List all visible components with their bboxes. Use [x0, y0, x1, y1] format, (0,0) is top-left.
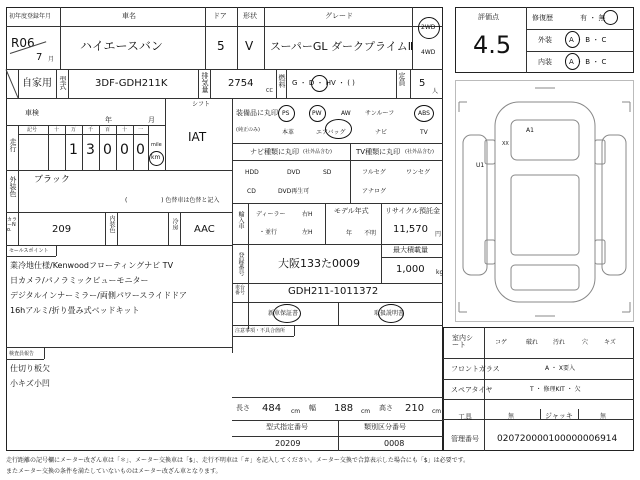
tv-oneseg: ワンセグ [406, 169, 431, 176]
person-unit: 人 [432, 88, 439, 95]
mileage-col-100k: 十 [54, 127, 60, 133]
height-label: 高さ [379, 404, 393, 412]
car-name: ハイエースバン [80, 39, 163, 53]
reg-month: 7 [36, 52, 43, 63]
max-load-value: 1,000 [396, 264, 425, 275]
fuel-options: G ・ D ・ HV ・ ( ) [292, 79, 355, 87]
tv-title: TV種類に丸印 [356, 148, 401, 156]
navi-dvd: DVD [287, 169, 301, 176]
width-unit: cm [361, 408, 371, 415]
equip-leather: 本革 [282, 129, 295, 136]
mileage-unit-km: km [151, 154, 161, 161]
manual-label: 取扱説明書 [374, 310, 405, 317]
sales-point-1: 業冷地仕様/Kenwoodフローティングナビ TV [10, 261, 174, 270]
inspection-year-unit: 年 [105, 116, 112, 124]
sheet-burn: コゲ [495, 339, 508, 346]
first-reg-label: 初年度登録年月 [9, 13, 52, 20]
equip-aw: AW [341, 110, 351, 117]
cc-unit: CC [266, 88, 273, 94]
mileage-col-10: 十 [122, 127, 128, 133]
mileage-col-1k: 千 [88, 127, 94, 133]
interior-grades: A ・ B ・ C [569, 58, 607, 66]
spare-value: T ・ 修理KIT ・ 欠 [530, 386, 581, 393]
chassis-label: 車台番号 [235, 285, 246, 296]
length-label: 長さ [236, 404, 250, 412]
management-label: 管理番号 [451, 435, 479, 443]
type-cert-value: 20209 [275, 439, 301, 448]
width-label: 幅 [309, 404, 316, 412]
navi-cd: CD [247, 188, 256, 195]
mileage-digit-3: 0 [103, 142, 112, 158]
import-right: 右H [302, 211, 313, 218]
mileage-digit-5: 0 [136, 142, 145, 158]
equip-navi: ナビ [375, 129, 388, 136]
interior-sheet-label: 室内シート [452, 334, 473, 349]
score-value: 4.5 [473, 31, 512, 59]
vehicle-outline [455, 80, 634, 322]
recycle-label: リサイクル預託金 [385, 207, 441, 215]
length-unit: cm [291, 408, 301, 415]
displacement-label: 排気量 [201, 72, 209, 93]
sales-point-4: 16hアルミ/折り畳み式ベッドキット [10, 306, 140, 315]
navi-hdd: HDD [245, 169, 259, 176]
repair-label: 修復歴 [532, 14, 553, 22]
color-no-value: 209 [52, 224, 72, 235]
length-value: 484 [262, 403, 282, 414]
equip-pw: PW [312, 110, 322, 117]
sheet-hole: 穴 [582, 339, 589, 346]
max-load-label: 最大積載量 [393, 246, 428, 254]
equipment-subtitle: (純正のみ) [236, 127, 260, 133]
interior-grade-circle [565, 53, 580, 70]
registration-label: 登録番号 [237, 252, 244, 276]
mileage-col-1: 一 [138, 127, 144, 133]
interior-grade-label: 内装 [538, 58, 552, 66]
model-year-unknown: 不明 [364, 230, 377, 237]
width-value: 188 [334, 403, 354, 414]
management-value: 020720000100000006914 [497, 434, 618, 444]
mileage-col-code: 記号 [27, 127, 38, 133]
inspection-title: 車検 [25, 109, 39, 117]
height-value: 210 [405, 403, 425, 414]
drive-4wd: 4WD [421, 49, 436, 56]
equip-airbag: エアバッグ [316, 129, 346, 136]
mileage-digit-2: 3 [86, 142, 95, 158]
equip-ps: PS [282, 110, 290, 117]
equip-sunroof: サンルーフ [365, 110, 395, 117]
inspector-note-2: 小キズ小凹 [10, 379, 50, 388]
capacity-value: 5 [419, 78, 426, 89]
shift-label: シフト [192, 101, 211, 108]
sales-point-2: 日カメラ/パノラミックビューモニター [10, 276, 149, 285]
capacity-label: 定員 [398, 72, 406, 86]
model-year-label: モデル年式 [334, 207, 369, 215]
import-left: 左H [302, 229, 313, 236]
score-label: 評価点 [478, 13, 499, 21]
diagram-u1: U1 [476, 162, 485, 169]
exterior-color-value: ブラック [34, 175, 70, 185]
shape-label: 形状 [243, 12, 257, 20]
mileage-label: 走行 [9, 138, 17, 152]
repair-options: 有 ・ 無 [580, 14, 606, 22]
main-form [6, 7, 443, 451]
sales-point-3: デジタルインナーミラー/両側パワースライドドア [10, 291, 187, 300]
equip-tv: TV [420, 129, 428, 136]
import-parallel: ・並行 [259, 229, 278, 236]
model-year-unit: 年 [346, 230, 353, 237]
model-value: 3DF-GDH211K [95, 78, 168, 89]
warranty-label: 新車保証書 [268, 310, 299, 317]
tools-value: 無 [508, 413, 515, 420]
navi-dvd-play: DVD再生可 [278, 188, 310, 195]
class-label: 類別区分番号 [364, 423, 406, 431]
tv-analog: アナログ [362, 188, 387, 195]
fuel-circle [311, 75, 328, 92]
windshield-label: フロントガラス [451, 365, 500, 373]
sheet-tear: 破れ [526, 339, 539, 346]
sheet-dirt: 汚れ [553, 339, 566, 346]
exterior-grade-circle [565, 31, 580, 48]
attention-label: 注意事項・不具合箇所 [235, 328, 286, 334]
sales-points-label: セールスポイント [9, 248, 49, 254]
footer-note-1: 走行距離の記号欄にメーター改ざん車は「＊」、メーター交換車は「$」、走行不明車は「＃」を記入してください。メーター交換で合算表示した場合にも「$」は必要です。 [6, 457, 470, 464]
tv-fullseg: フルセグ [362, 169, 386, 176]
diagram-a1: A1 [526, 127, 534, 134]
import-dealer: ディーラー [256, 211, 286, 218]
inspector-note-1: 仕切り板欠 [10, 364, 50, 373]
class-value: 0008 [384, 439, 405, 448]
equip-abs: ABS [418, 110, 430, 117]
mileage-col-10k: 万 [71, 127, 77, 133]
equipment-title: 装備品に丸印 [236, 109, 278, 117]
displacement-value: 2754 [228, 78, 254, 89]
recycle-value: 11,570 [393, 224, 428, 235]
chassis-value: GDH211-1011372 [288, 286, 379, 297]
type-cert-label: 型式指定番号 [266, 423, 308, 431]
exterior-grade-label: 外装 [538, 36, 552, 44]
month-unit: 月 [48, 56, 55, 63]
color-no-label: カラーNo. [7, 217, 18, 233]
footer-note-2: またメーター交換の条件を満たしていないものはメーター改ざん車となります。 [6, 468, 222, 475]
ac-value: AAC [194, 224, 215, 235]
max-load-unit: kg [436, 269, 444, 276]
interior-color-label: 内装色 [108, 215, 115, 233]
exterior-color-note: ( ) 色替車は色替と記入 [125, 197, 220, 204]
inspector-label: 検査員報告 [9, 351, 35, 357]
model-label: 型式 [59, 76, 67, 90]
mileage-digit-4: 0 [120, 142, 129, 158]
windshield-value: A ・ X要入 [545, 365, 576, 372]
car-name-label: 車名 [122, 12, 136, 20]
grade-label: グレード [325, 12, 353, 20]
door-count: 5 [217, 39, 225, 53]
tools-label: 工具 [458, 413, 472, 421]
exterior-grades: A ・ B ・ C [569, 36, 607, 44]
registration-value: 大阪133た0009 [278, 257, 360, 270]
spare-label: スペアタイヤ [451, 386, 493, 394]
shape-value: V [245, 39, 254, 53]
door-label: ドア [213, 12, 227, 20]
repair-circle [603, 10, 618, 25]
tv-subtitle: (社外品含む) [405, 149, 434, 155]
inspection-month-unit: 月 [148, 116, 155, 124]
reg-year: R06 [11, 36, 35, 50]
import-label: 輸入車 [237, 211, 244, 229]
navi-sd: SD [323, 169, 332, 176]
height-unit: cm [432, 408, 442, 415]
mileage-digit-1: 1 [69, 142, 78, 158]
ac-label: 冷房 [171, 218, 178, 230]
mileage-unit-mile: mile [151, 142, 162, 148]
mileage-col-100: 百 [105, 127, 111, 133]
jack-value: 無 [600, 413, 607, 420]
grade-value: スーパーGL ダークプライムⅡ [270, 40, 414, 53]
recycle-unit: 円 [435, 231, 442, 238]
exterior-color-label: 外装色 [9, 176, 17, 197]
shift-value: IAT [188, 130, 207, 144]
navi-subtitle: (社外品含む) [303, 149, 332, 155]
drive-2wd: 2WD [421, 24, 436, 31]
usage-value: 自家用 [22, 78, 52, 89]
navi-title: ナビ種類に丸印 [250, 148, 299, 156]
fuel-label: 燃料 [278, 74, 286, 88]
jack-label: ジャッキ [545, 412, 573, 420]
diagram-xx: XX [502, 141, 509, 147]
sheet-scratch: キズ [604, 339, 616, 346]
